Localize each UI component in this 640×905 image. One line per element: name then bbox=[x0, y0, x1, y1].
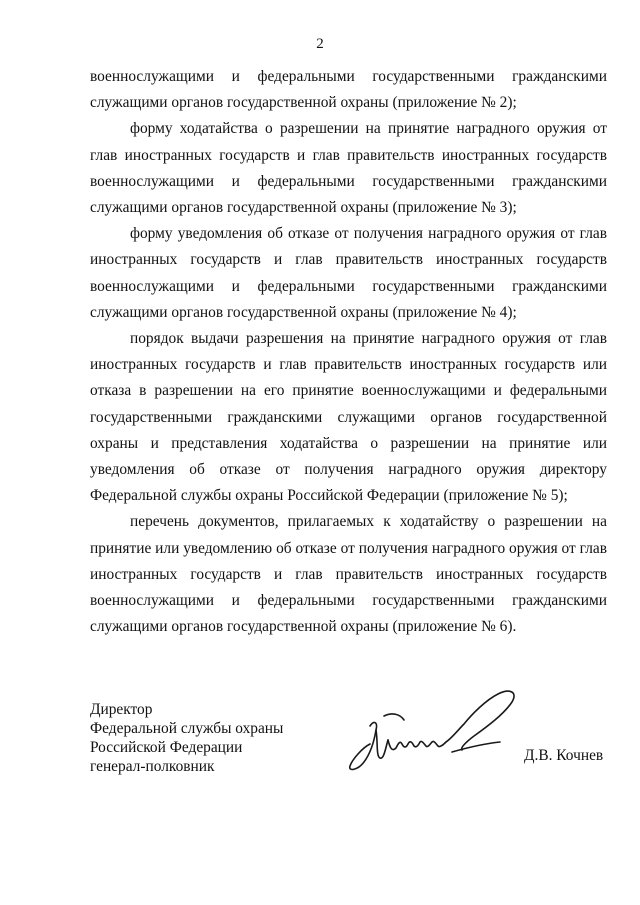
paragraph-2: форму ходатайства о разрешении на принятие наградного оружия от глав иностранных государств и глав правительств иностранных государств военнослужащими и федеральными государственными гражданскими служащими органов государственной охраны (приложение № 3); bbox=[90, 120, 607, 217]
signatory-title-line: Директор bbox=[90, 701, 153, 718]
paragraph-1: военнослужащими и федеральными государственными гражданскими служащими органов государственной охраны (приложение № 2); bbox=[90, 68, 607, 112]
document-body bbox=[90, 64, 607, 640]
paragraph-3: форму уведомления об отказе от получения наградного оружия от глав иностранных государств и глав правительств иностранных государств военнослужащими и федеральными государственными гражданскими служащими органов государственной охраны (приложение № 4); bbox=[90, 225, 607, 321]
handwritten-signature bbox=[340, 686, 530, 776]
paragraph-5: перечень документов, прилагаемых к ходатайству о разрешении на принятие или уведомлению об отказе от получения наградного оружия от глав иностранных государств и глав правительств иностранных государств военнослужащими и федеральными государственными гражданскими служащими органов государственной охраны (приложение № 6). bbox=[90, 513, 607, 636]
signer-name: Д.В. Кочнев bbox=[524, 747, 604, 764]
signatory-title-line: генерал-полковник bbox=[90, 758, 215, 775]
page-number: 2 bbox=[316, 36, 324, 52]
signatory-title-block bbox=[90, 700, 283, 776]
signatory-title-line: Федеральной службы охраны bbox=[90, 720, 284, 737]
paragraph-4: порядок выдачи разрешения на принятие наградного оружия от глав иностранных государств и глав правительств иностранных государств или отказа в разрешении на его принятие военнослужащими и федеральными государственными гражданскими служащими органов государственной охраны и представления ходатайства о разрешении на принятие или уведомления об отказе от получения наградного оружия директору Федеральной службы охраны Российской Федерации (приложение № 5); bbox=[90, 330, 607, 505]
signatory-title-line: Российской Федерации bbox=[90, 739, 243, 756]
